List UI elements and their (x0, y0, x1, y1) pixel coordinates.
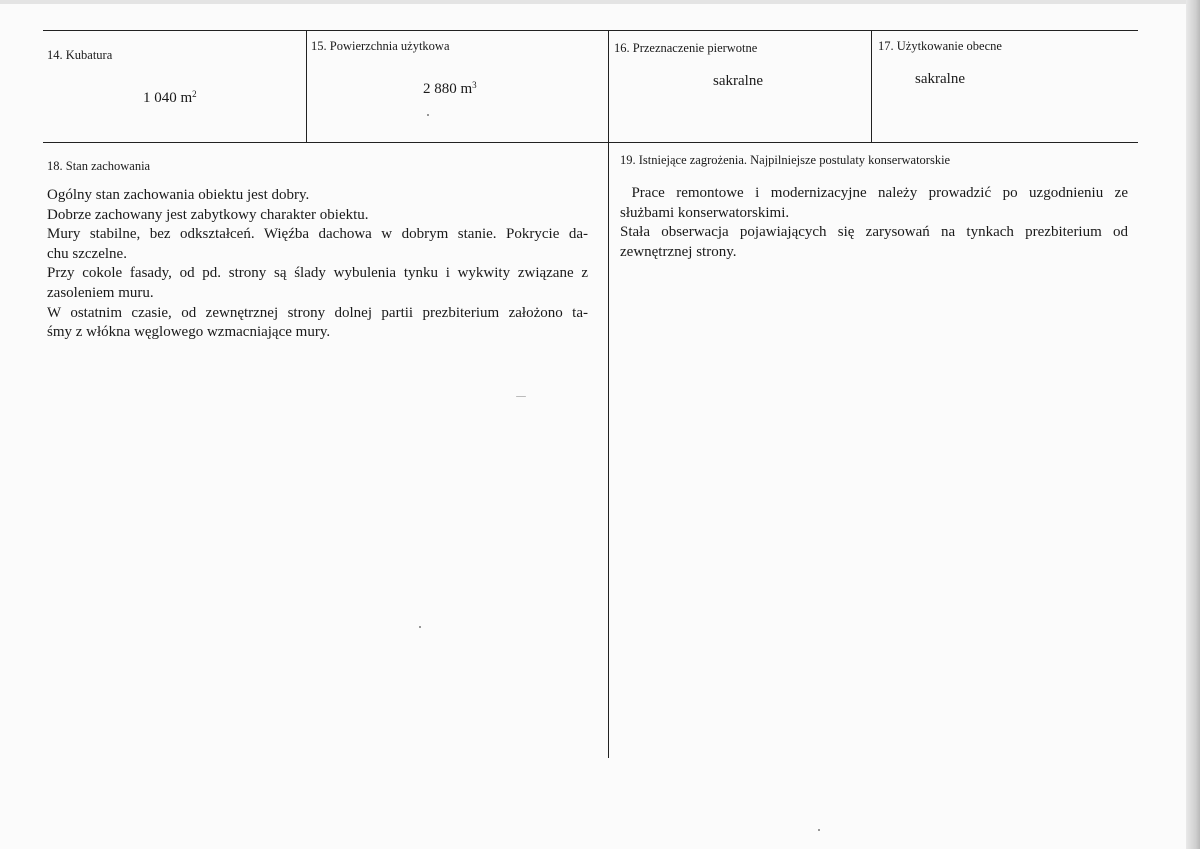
zagrozenia-line: służbami konserwatorskimi. (620, 204, 790, 221)
top-border (43, 30, 1138, 31)
stan-zachowania-line: W ostatnim czasie, od zewnętrznej strony dolnej partii prezbiterium założono ta- (47, 304, 588, 321)
kubatura-value (143, 89, 197, 107)
stan-zachowania-line: Mury stabilne, bez odkształceń. Więźba dachowa w dobrym stanie. Pokrycie da- (47, 226, 588, 243)
zagrozenia-text (620, 184, 1128, 262)
stan-zachowania-line: śmy z włókna węglowego wzmacniające mury. (47, 324, 331, 341)
zagrozenia-line: Prace remontowe i modernizacyjne należy prowadzić po uzgodnieniu ze (620, 185, 1128, 201)
kubatura-unit-sup: 2 (192, 89, 197, 99)
stan-zachowania-line: Przy cokole fasady, od pd. strony są ślady wybulenia tynku i wykwity związane z (47, 265, 588, 282)
powierzchnia-number: 2 880 m (423, 81, 473, 97)
zagrozenia-label: 19. Istniejące zagrożenia. Najpilniejsze postulaty konserwatorskie (620, 153, 951, 167)
powierzchnia-label: 15. Powierzchnia użytkowa (311, 39, 450, 53)
stan-zachowania-text (47, 186, 588, 343)
uzytkowanie-value: sakralne (915, 71, 965, 87)
scan-edge-right (1186, 0, 1200, 849)
stan-zachowania-line: zasoleniem muru. (47, 284, 154, 301)
scan-speck (818, 829, 820, 831)
row-divider (43, 142, 1138, 143)
powierzchnia-unit-sup: 3 (472, 80, 477, 90)
stan-zachowania-line: Dobrze zachowany jest zabytkowy charakter obiektu. (47, 206, 369, 223)
przeznaczenie-value: sakralne (713, 73, 763, 89)
divider-16-17 (871, 30, 872, 142)
stan-zachowania-line: Ogólny stan zachowania obiektu jest dobry. (47, 187, 310, 203)
przeznaczenie-label: 16. Przeznaczenie pierwotne (614, 41, 758, 55)
powierzchnia-value (423, 80, 477, 98)
scan-speck (516, 396, 526, 397)
divider-14-15 (306, 30, 307, 142)
kubatura-number: 1 040 m (143, 90, 193, 106)
zagrozenia-line: Stała obserwacja pojawiających się zarysowań na tynkach prezbiterium od (620, 224, 1128, 241)
stan-zachowania-line: chu szczelne. (47, 245, 127, 262)
stan-zachowania-label: 18. Stan zachowania (47, 159, 151, 173)
scan-speck (427, 114, 429, 116)
kubatura-label: 14. Kubatura (47, 48, 113, 62)
zagrozenia-line: zewnętrznej strony. (620, 243, 737, 260)
uzytkowanie-label: 17. Użytkowanie obecne (878, 39, 1002, 53)
center-divider (608, 30, 609, 758)
scan-edge-top (0, 0, 1200, 4)
scan-speck (419, 626, 421, 628)
